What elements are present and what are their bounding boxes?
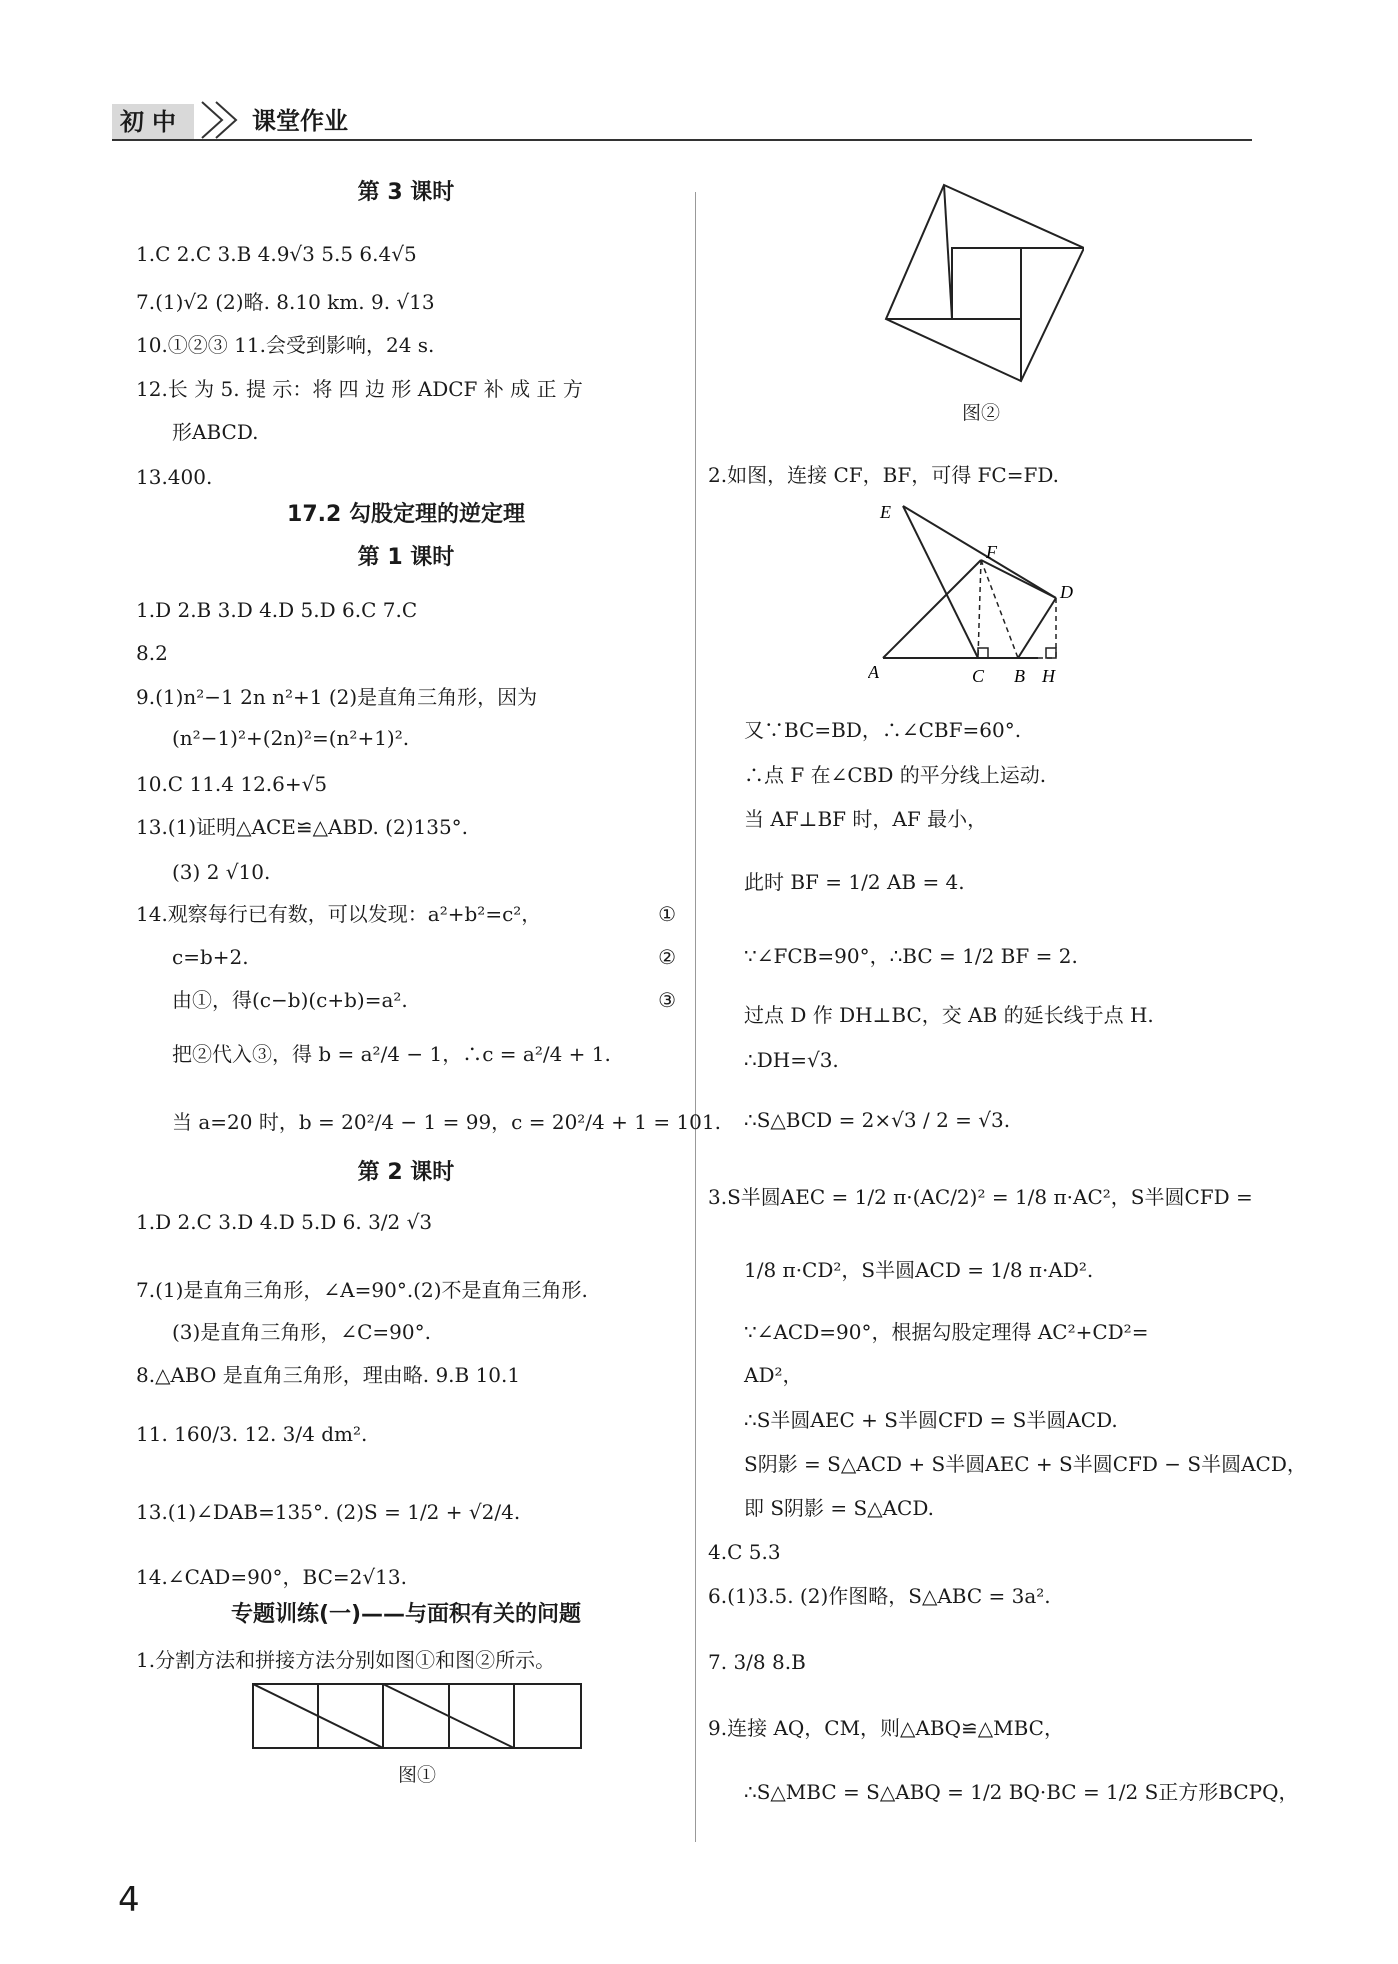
double-chevron-icon [194, 100, 254, 140]
answer-line: 1.分割方法和拼接方法分别如图①和图②所示。 [136, 1648, 556, 1672]
answer-line: 由①，得(c−b)(c+b)=a². [172, 988, 408, 1012]
answer-line: 9.(1)n²−1 2n n²+1 (2)是直角三角形，因为 [136, 685, 538, 709]
column-divider [695, 192, 696, 1842]
answer-line: 把②代入③，得 b = a²/4 − 1，∴c = a²/4 + 1. [172, 1042, 611, 1066]
answer-line: (n²−1)²+(2n)²=(n²+1)². [172, 726, 410, 750]
answer-line: 当 AF⊥BF 时，AF 最小， [744, 807, 988, 831]
figure-1 [252, 1683, 582, 1753]
answer-line: AD²， [744, 1363, 803, 1387]
label-H: H [1042, 666, 1055, 686]
label-A: A [868, 662, 879, 682]
answer-line: 7.(1)是直角三角形，∠A=90°.(2)不是直角三角形. [136, 1278, 588, 1302]
label-E: E [880, 502, 891, 522]
answer-line: 13.400. [136, 465, 213, 489]
answer-line: 8.△ABO 是直角三角形，理由略. 9.B 10.1 [136, 1363, 521, 1387]
label-C: C [972, 666, 985, 686]
label-F: F [986, 542, 997, 562]
answer-line: 3.S半圆AEC = 1/2 π·(AC/2)² = 1/8 π·AC²，S半圆CFD = [708, 1185, 1253, 1209]
figure-2-caption: 图② [962, 402, 1001, 424]
answer-line: 13.(1)∠DAB=135°. (2)S = 1/2 + √2/4. [136, 1500, 521, 1524]
figure-1-caption: 图① [398, 1764, 437, 1786]
answer-line: 10.①②③ 11.会受到影响，24 s. [136, 333, 435, 357]
answer-line: 1/8 π·CD²，S半圆ACD = 1/8 π·AD². [744, 1258, 1094, 1282]
page-number: 4 [118, 1880, 140, 1920]
answer-line: 9.连接 AQ，CM，则△ABQ≌△MBC， [708, 1716, 1064, 1740]
answer-line: (3)是直角三角形，∠C=90°. [172, 1320, 431, 1344]
label-D: D [1060, 582, 1073, 602]
answer-line: 过点 D 作 DH⊥BC，交 AB 的延长线于点 H. [744, 1003, 1154, 1027]
answer-line: 1.D 2.C 3.D 4.D 5.D 6. 3/2 √3 [136, 1210, 433, 1234]
section-heading: 第 3 课时 [357, 180, 455, 205]
label-B: B [1014, 666, 1025, 686]
answer-line: ∴S半圆AEC + S半圆CFD = S半圆ACD. [744, 1408, 1118, 1432]
answer-line: ∴S△BCD = 2×√3 / 2 = √3. [744, 1108, 1011, 1132]
figure-2 [884, 183, 1084, 383]
answer-line: 14.∠CAD=90°，BC=2√13. [136, 1565, 407, 1589]
answer-line: 2.如图，连接 CF，BF，可得 FC=FD. [708, 463, 1060, 487]
answer-line: ∵∠ACD=90°，根据勾股定理得 AC²+CD²= [744, 1320, 1149, 1344]
answer-line: 8.2 [136, 641, 168, 665]
header-rule [112, 139, 1252, 141]
answer-line: 1.C 2.C 3.B 4.9√3 5.5 6.4√5 [136, 242, 417, 266]
answer-line: ∴S△MBC = S△ABQ = 1/2 BQ·BC = 1/2 S正方形BCPQ， [744, 1780, 1299, 1804]
section-heading: 专题训练(一)——与面积有关的问题 [230, 1602, 582, 1627]
page-header [112, 100, 1252, 140]
answer-line: 11. 160/3. 12. 3/4 dm². [136, 1422, 368, 1446]
answer-line: 又∵BC=BD，∴∠CBF=60°. [744, 718, 1022, 742]
answer-line: c=b+2. [172, 945, 249, 969]
answer-line: S阴影 = S△ACD + S半圆AEC + S半圆CFD − S半圆ACD， [744, 1452, 1307, 1476]
level-label: 初中 [120, 108, 184, 136]
answer-line: 13.(1)证明△ACE≌△ABD. (2)135°. [136, 815, 469, 839]
answer-line: 即 S阴影 = S△ACD. [744, 1496, 935, 1520]
answer-line: 7. 3/8 8.B [708, 1650, 806, 1674]
section-heading: 第 1 课时 [357, 545, 455, 570]
answer-line: 14.观察每行已有数，可以发现：a²+b²=c²， [136, 902, 542, 926]
equation-marker: ③ [658, 988, 676, 1012]
equation-marker: ② [658, 945, 676, 969]
section-heading: 17.2 勾股定理的逆定理 [287, 502, 525, 527]
answer-line: 10.C 11.4 12.6+√5 [136, 772, 328, 796]
answer-line: 1.D 2.B 3.D 4.D 5.D 6.C 7.C [136, 598, 418, 622]
equation-marker: ① [658, 902, 676, 926]
header-title: 课堂作业 [252, 107, 348, 135]
triangle-figure [868, 498, 1118, 698]
answer-line: 形ABCD. [172, 420, 259, 444]
answer-line: ∵∠FCB=90°，∴BC = 1/2 BF = 2. [744, 944, 1078, 968]
answer-line: 6.(1)3.5. (2)作图略，S△ABC = 3a². [708, 1584, 1051, 1608]
answer-line: (3) 2 √10. [172, 860, 271, 884]
answer-line: 7.(1)√2 (2)略. 8.10 km. 9. √13 [136, 290, 435, 314]
answer-line: ∴DH=√3. [744, 1048, 839, 1072]
answer-line: 当 a=20 时，b = 20²/4 − 1 = 99，c = 20²/4 + 1 = 101. [172, 1110, 721, 1134]
level-badge [112, 104, 194, 140]
answer-line: 此时 BF = 1/2 AB = 4. [744, 870, 965, 894]
section-heading: 第 2 课时 [357, 1160, 455, 1185]
answer-line: 4.C 5.3 [708, 1540, 781, 1564]
answer-line: 12.长 为 5. 提 示：将 四 边 形 ADCF 补 成 正 方 [136, 377, 583, 401]
answer-line: ∴点 F 在∠CBD 的平分线上运动. [744, 763, 1047, 787]
